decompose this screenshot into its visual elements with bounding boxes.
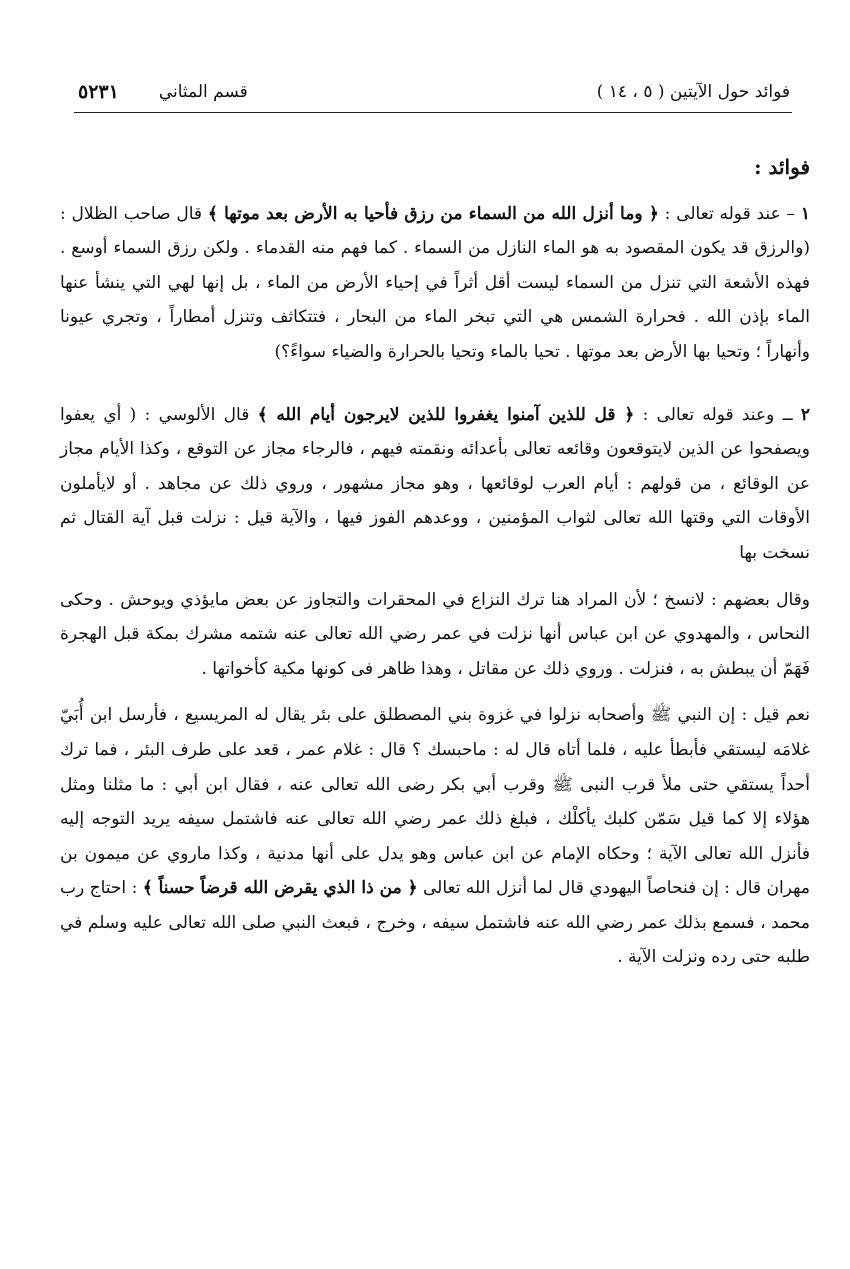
page-number: ٥٢٣١ (78, 81, 119, 103)
paragraph-text: نعم قيل : إن النبي ﷺ وأصحابه نزلوا في غزوة بني المصطلق على بئر يقال له المريسيع ، فأرسل ابن أُبَيّ غلامَه ليستقي فأبطأ عليه ، فلما أتاه قال له : ماحبسك ؟ قال : غلام عمر ، قعد على طرف البئر ، فما ترك أحداً يستقي حتى ملأ قرب النبى ﷺ وقرب أبي بكر رضى الله تعالى عنه ، فقال ابن أبي : ما مثلنا ومثل هؤلاء إلا كما قيل سَمّن كلبك يأكلْك ، فبلغ ذلك عمر رضي الله تعالى عنه فاشتمل سيفه يريد التوجه إليه فأنزل الله تعالى الآية ؛ وحكاه الإمام عن ابن عباس وهو يدل على أنها مدنية ، وكذا ماروي عن ميمون بن مهران قال : إن فنحاصاً اليهودي قال لما أنزل الله تعالى (60, 705, 811, 899)
chapter-title: فوائد حول الآيتين ( ٥ ، ١٤ ) (596, 82, 790, 102)
paragraph-lead: ــ وعند قوله تعالى : (634, 404, 801, 425)
quran-verse: ﴿ قل للذين آمنوا يغفروا للذين لايرجون أيام الله ﴾ (257, 404, 635, 425)
paragraph-number: ٢ (800, 404, 810, 425)
paragraph-2 (60, 398, 810, 571)
section-heading: فوائد : (754, 155, 810, 179)
paragraph-number: ١ (800, 203, 810, 224)
quran-verse: ﴿ من ذا الذي يقرض الله قرضاً حسناً ﴾ (142, 878, 418, 899)
body-text (60, 150, 810, 975)
header-left (78, 81, 248, 103)
running-header (78, 72, 790, 112)
header-rule (74, 112, 792, 113)
paragraph-3: وقال بعضهم : لانسخ ؛ لأن المراد هنا ترك النزاع في المحقرات والتجاوز عن بعض مايؤذي ويوحش . وحكى النحاس ، والمهدوي عن ابن عباس أنها نزلت في عمر رضي الله تعالى عنه شتمه مشرك بمكة قبل الهجرة فَهَمّ أن يبطش به ، فنزلت . وروي ذلك عن مقاتل ، وهذا ظاهر فى كونها مكية كأخواتها . (60, 589, 810, 679)
paragraph-4 (60, 698, 810, 975)
paragraph-lead: – عند قوله تعالى : (658, 203, 801, 224)
quran-verse: ﴿ وما أنزل الله من السماء من رزق فأحيا به الأرض بعد موتها ﴾ (207, 203, 659, 224)
section-name: قسم المثاني (158, 82, 248, 102)
paragraph-text: قال صاحب الظلال : (والرزق قد يكون المقصود به هو الماء النازل من السماء . كما فهم منه القدماء . ولكن رزق السماء أوسع . فهذه الأشعة التي تنزل من السماء ليست أقل أثراً في إحياء الأرض من الماء ، بل إنها لهي التي ينشأ عنها الماء بإذن الله . فحرارة الشمس هي التي تبخر الماء من البحار ، فتتكاثف وتنزل أمطاراً ، وتجري عيونا وأنهاراً ؛ وتحيا بها الأرض بعد موتها . تحيا بالماء وتحيا بالحرارة والضياء سواءً؟) (60, 203, 810, 362)
paragraph-text-end: : احتاج رب محمد ، فسمع بذلك عمر رضي الله عنه فاشتمل سيفه ، وخرج ، فبعث النبي صلى الله تعالى عليه وسلم في طلبه حتى رده ونزلت الآية . (60, 878, 810, 968)
paragraph-1 (60, 197, 810, 370)
paragraph-text: قال الألوسي : ( أي يعفوا ويصفحوا عن الذين لايتوقعون وقائعه تعالى بأعدائه ونقمته فيهم ، فالرجاء مجاز عن التوقع ، وكذا الأيام مجاز عن الوقائع ، من قولهم : أيام العرب لوقائعها ، وهو مجاز مشهور ، وروي ذلك عن مجاهد . أو لايأملون الأوقات التي وقتها الله تعالى لثواب المؤمنين ، ووعدهم الفوز فيها ، والآية قيل : نزلت قبل آية القتال ثم نسخت بها (60, 404, 810, 563)
